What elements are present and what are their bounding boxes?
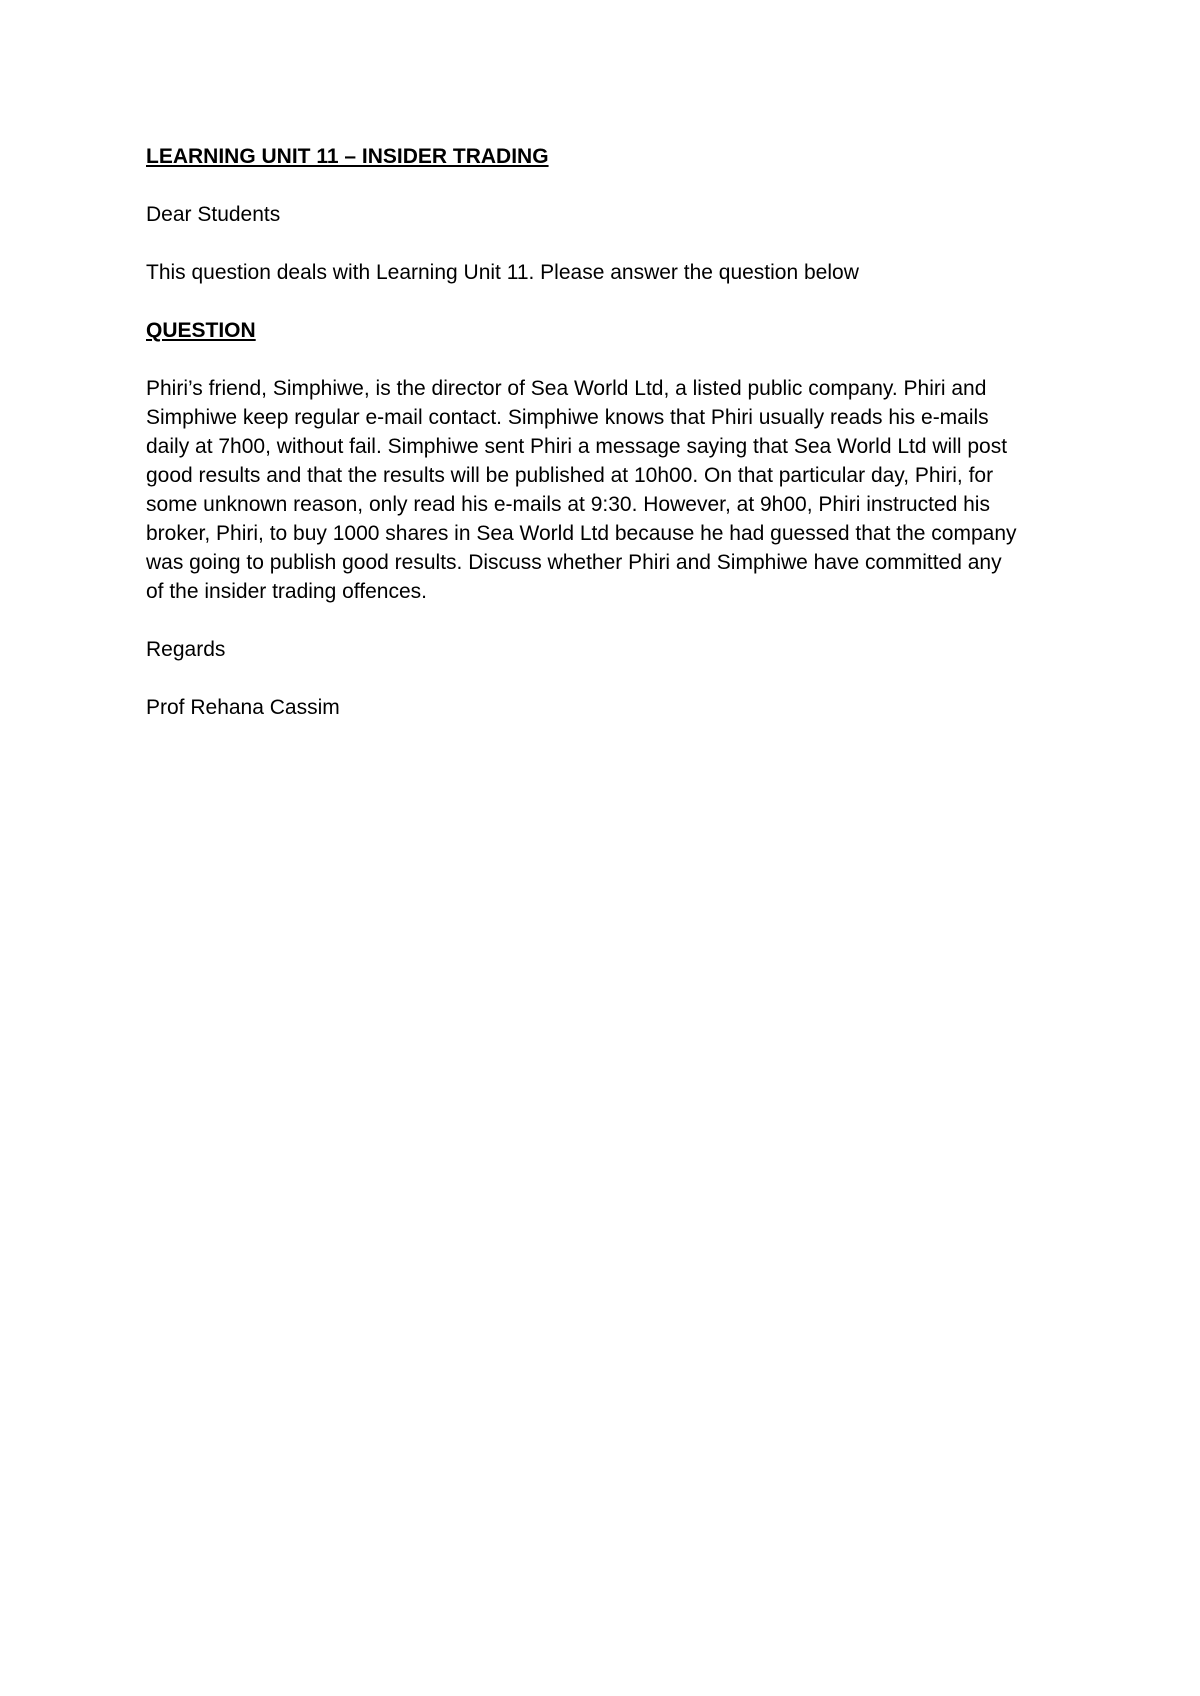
- document-content: [146, 142, 1070, 751]
- question-line: Simphiwe keep regular e-mail contact. Simphiwe knows that Phiri usually reads his e-mails: [146, 406, 989, 429]
- question-line: good results and that the results will be published at 10h00. On that particular day, Phiri, for: [146, 464, 994, 487]
- question-line: Phiri’s friend, Simphiwe, is the director of Sea World Ltd, a listed public company. Phiri and: [146, 377, 987, 400]
- closing: Regards: [146, 638, 226, 661]
- greeting: Dear Students: [146, 203, 281, 226]
- question-line: of the insider trading offences.: [146, 580, 427, 603]
- intro-text: This question deals with Learning Unit 11. Please answer the question below: [146, 261, 859, 284]
- question-body: [146, 374, 1070, 606]
- signature: Prof Rehana Cassim: [146, 696, 340, 719]
- question-line: some unknown reason, only read his e-mails at 9:30. However, at 9h00, Phiri instructed his: [146, 493, 990, 516]
- question-heading: QUESTION: [146, 319, 256, 342]
- question-line: broker, Phiri, to buy 1000 shares in Sea World Ltd because he had guessed that the company: [146, 522, 1017, 545]
- question-line: daily at 7h00, without fail. Simphiwe sent Phiri a message saying that Sea World Ltd will post: [146, 435, 1008, 458]
- question-line: was going to publish good results. Discuss whether Phiri and Simphiwe have committed any: [146, 551, 1002, 574]
- document-title: LEARNING UNIT 11 – INSIDER TRADING: [146, 145, 549, 168]
